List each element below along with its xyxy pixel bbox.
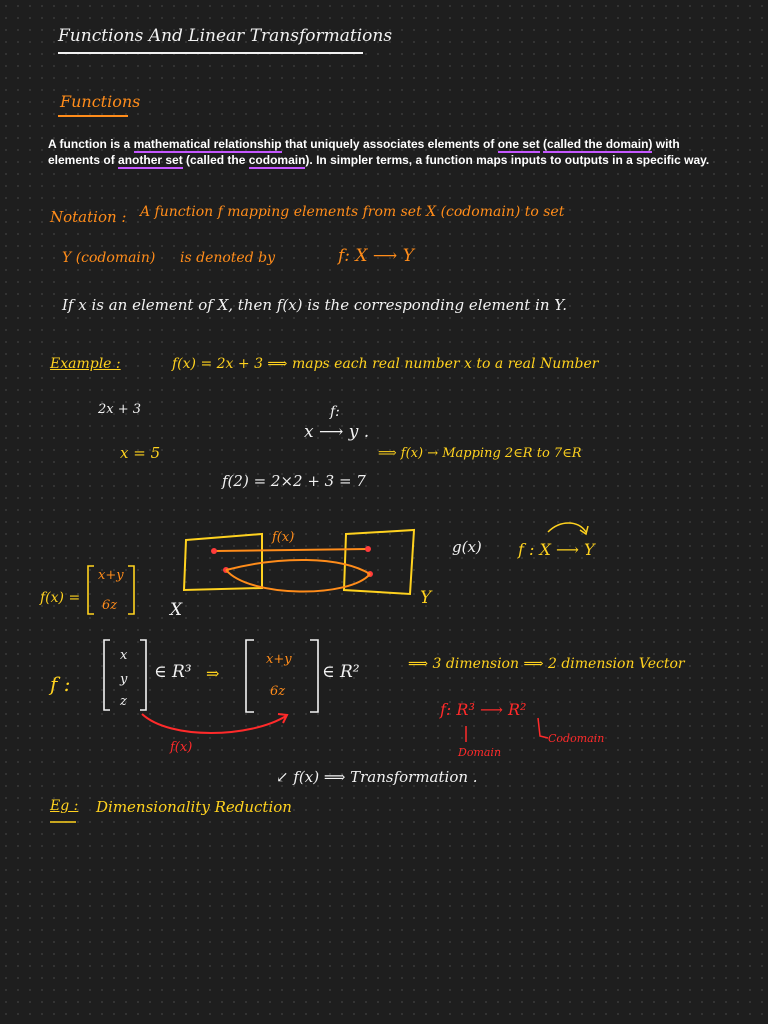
definition-paragraph: A function is a mathematical relationship that uniquely associates elements of one set (called the domain) with elements of another set (called the codomain). In simpler terms, a function maps inputs to outputs in a specific way. bbox=[48, 137, 710, 167]
domain-point-1 bbox=[211, 548, 217, 554]
fx-right-bracket bbox=[128, 566, 134, 614]
vector-y: y bbox=[120, 672, 128, 687]
notation-codomain: Y (codomain) bbox=[62, 250, 156, 266]
highlight-mathematical-relationship: mathematical relationship bbox=[133, 137, 282, 151]
fx-definition-label: f(x) = bbox=[40, 590, 81, 606]
section-heading: Functions bbox=[60, 92, 141, 111]
example-map-f: f: bbox=[330, 404, 340, 420]
output-right-bracket bbox=[310, 640, 318, 712]
example-calculation: f(2) = 2×2 + 3 = 7 bbox=[222, 472, 366, 490]
set-x-box bbox=[184, 534, 262, 590]
input-right-bracket bbox=[140, 640, 146, 710]
red-fx-label: f(x) bbox=[170, 740, 193, 755]
transformation-note: ↙ f(x) ⟹ Transformation . bbox=[276, 768, 478, 786]
mapping-arc-upper bbox=[226, 560, 370, 574]
example-x-value: x = 5 bbox=[120, 444, 161, 462]
notation-f-x-to-y: f: X ⟶ Y bbox=[338, 246, 414, 266]
diagram-gx-label: g(x) bbox=[452, 538, 482, 556]
output-vector-bottom: 6z bbox=[270, 684, 286, 699]
vector-x: x bbox=[120, 648, 128, 663]
highlight-codomain: codomain bbox=[248, 153, 306, 167]
input-space: ∈ R³ bbox=[154, 662, 192, 682]
fx-vector-bottom: 6z bbox=[102, 598, 118, 613]
example-formula: f(x) = 2x + 3 ⟹ maps each real number x to a real Number bbox=[172, 356, 599, 372]
codomain-label: Codomain bbox=[548, 732, 605, 745]
example-x-to-y: x ⟶ y . bbox=[304, 422, 370, 442]
eg-label: Eg : bbox=[50, 798, 79, 814]
domain-label: Domain bbox=[458, 746, 502, 759]
example-label: Example : bbox=[50, 356, 121, 372]
notation-line-1: A function f mapping elements from set X (codomain) to set bbox=[140, 204, 565, 220]
highlight-another-set: another set bbox=[118, 153, 183, 167]
diagram-set-x-label: X bbox=[170, 600, 183, 620]
example-mapping: ⟹ f(x) → Mapping 2∈R to 7∈R bbox=[378, 446, 582, 461]
codomain-pointer bbox=[538, 718, 548, 738]
red-mapping: f: R³ ⟶ R² bbox=[440, 700, 527, 719]
page-title: Functions And Linear Transformations bbox=[58, 26, 393, 46]
notation-denoted-by: is denoted by bbox=[180, 250, 275, 266]
notation-label: Notation : bbox=[50, 208, 127, 226]
diagram-set-y-label: Y bbox=[420, 588, 432, 608]
highlight-domain: (called the domain) bbox=[543, 137, 653, 151]
transform-f-label: f : bbox=[50, 672, 71, 696]
fx-left-bracket bbox=[88, 566, 94, 614]
notation-line-3: If x is an element of X, then f(x) is the corresponding element in Y. bbox=[62, 296, 567, 314]
highlight-one-set: one set bbox=[497, 137, 540, 151]
eg-text: Dimensionality Reduction bbox=[96, 798, 292, 816]
codomain-point-1 bbox=[365, 546, 371, 552]
output-vector-top: x+y bbox=[266, 652, 292, 667]
output-left-bracket bbox=[246, 640, 254, 712]
transform-curve-arrow bbox=[142, 714, 286, 733]
fx-vector-top: x+y bbox=[98, 568, 124, 583]
output-space: ∈ R² bbox=[322, 662, 360, 682]
diagram-f-arrow: f : X ⟶ Y bbox=[518, 540, 595, 559]
diagram-fx-label: f(x) bbox=[272, 530, 295, 545]
transform-arrow: ⇒ bbox=[206, 664, 220, 683]
example-expression: 2x + 3 bbox=[98, 402, 142, 417]
input-left-bracket bbox=[104, 640, 110, 710]
vector-z: z bbox=[120, 694, 127, 709]
dimension-note: ⟹ 3 dimension ⟹ 2 dimension Vector bbox=[408, 656, 685, 672]
